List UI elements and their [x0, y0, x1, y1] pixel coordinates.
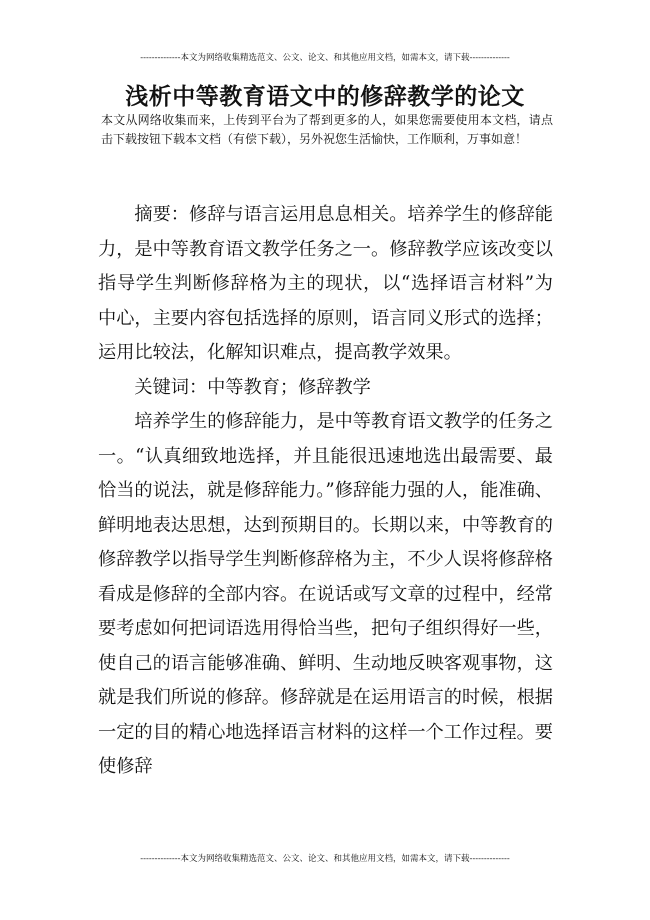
page-header: --------------本文为网络收集精选范文、公文、论文、和其他应用文档，如需本文，请下载--------------: [140, 53, 510, 63]
document-title: 浅析中等教育语文中的修辞教学的论文: [125, 83, 525, 110]
keywords-line: 关键词：中等教育；修辞教学: [134, 376, 371, 398]
download-notice: 本文从网络收集而来，上传到平台为了帮到更多的人，如果您需要使用本文档，请点击下载按钮下载本文档（有偿下载），另外祝您生活愉快，工作顺利，万事如意！: [101, 113, 553, 146]
page-footer: --------------本文为网络收集精选范文、公文、论文、和其他应用文档，如需本文，请下载--------------: [140, 854, 510, 864]
document-body: [98, 198, 553, 785]
abstract-paragraph: 摘要：修辞与语言运用息息相关。培养学生的修辞能力，是中等教育语文教学任务之一。修辞教学应该改变以指导学生判断修辞格为主的现状，以“选择语言材料”为中心，主要内容包括选择的原则，语言同义形式的选择；运用比较法，化解知识难点，提高教学效果。: [98, 204, 553, 363]
body-paragraph: 培养学生的修辞能力，是中等教育语文教学的任务之一。“认真细致地选择，并且能很迅速地选出最需要、最恰当的说法，就是修辞能力。”修辞能力强的人，能准确、鲜明地表达思想，达到预期目的。长期以来，中等教育的修辞教学以指导学生判断修辞格为主，不少人误将修辞格看成是修辞的全部内容。在说话或写文章的过程中，经常要考虑如何把词语选用得恰当些，把句子组织得好一些，使自己的语言能够准确、鲜明、生动地反映客观事物，这就是我们所说的修辞。修辞就是在运用语言的时候，根据一定的目的精心地选择语言材料的这样一个工作过程。要使修辞: [98, 411, 553, 777]
